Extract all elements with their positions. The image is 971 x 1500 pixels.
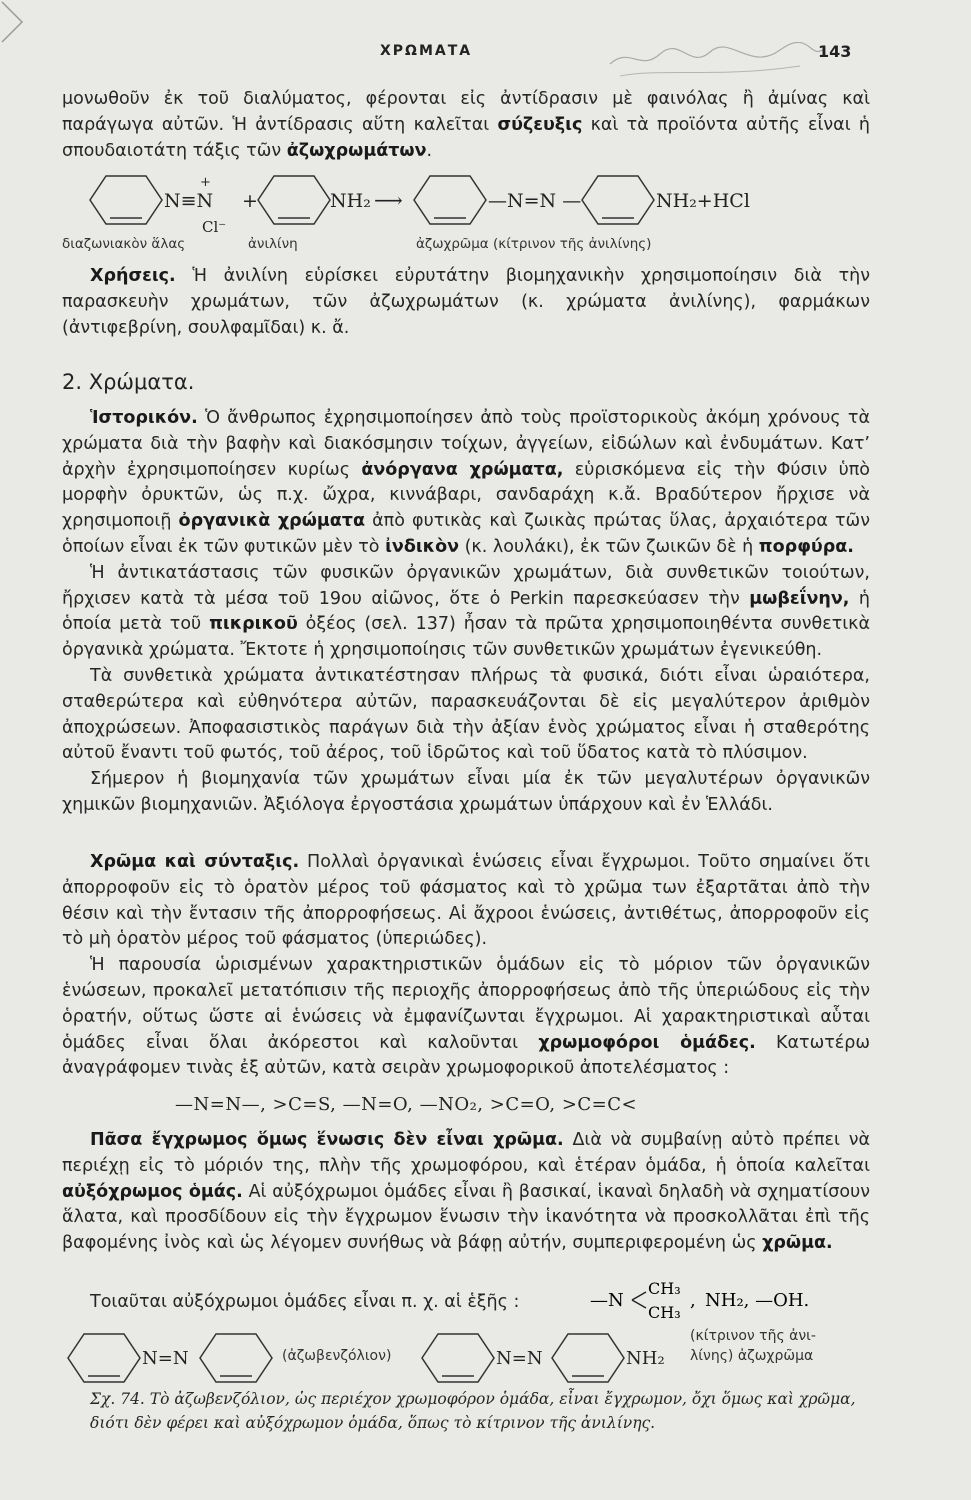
term-picric: πικρικοῦ xyxy=(209,614,298,635)
term-organic: ὀργανικὰ χρώματα xyxy=(178,511,365,532)
chloride-ion: Cl⁻ xyxy=(202,218,227,236)
label-aniline-yellow-2: λίνης) ἀζωχρῶμα xyxy=(690,1348,814,1364)
term-auxochrome: αὐξόχρωμος ὁμάς. xyxy=(62,1181,243,1202)
color-structure-section xyxy=(62,850,870,1082)
history-paragraph-3: Τὰ συνθετικὰ χρώματα ἀντικατέστησαν πλήρως τὰ φυσικά, διότι εἶναι ὡραιότερα, σταθερώτερα καὶ εὐθηνότερα αὐτῶν, παρασκευάζονται δὲ εἰς μεγαλύτερον ἀριθμὸν ἀποχρώσεων. Ἀποφασιστικὸς παράγων διὰ τὴν ἀξίαν ἑνὸς χρώματος εἶναι ἡ σταθερότης αὐτοῦ ἔναντι τοῦ φωτός, τοῦ ἀέρος, τοῦ ἱδρῶτος καὶ τοῦ ὕδατος κατὰ τὸ πλύσιμον. xyxy=(62,665,870,764)
history-text-b: εὑρισκόμενα εἰς τὴν Φύσιν ὑπὸ μορφὴν ὀρυκτῶν, ὡς π.χ. ὤχρα, κιννάβαρι, σανδαράχη κ.ἄ. Βραδύτερον ἤρχισε νὰ χρησιμοποιῇ xyxy=(62,459,871,532)
section-title: 2. Χρώματα. xyxy=(62,370,195,394)
aniline-yellow-bridge: N=N xyxy=(496,1348,543,1369)
uses-paragraph xyxy=(62,264,870,341)
positive-charge: + xyxy=(200,175,211,190)
dimethylamino-group xyxy=(590,1276,840,1324)
history-text-d: (κ. λουλάκι), ἐκ τῶν ζωικῶν δὲ ἡ xyxy=(459,536,759,557)
page-number: 143 xyxy=(818,42,852,61)
figure-caption: Σχ. 74. Τὸ ἀζωβενζόλιον, ὡς περιέχον χρωμοφόρον ὁμάδα, εἶναι ἔγχρωμον, ὄχι ὅμως καὶ χρῶμα, διότι δὲν φέρει καὶ αὐξόχρωμον ὁμάδα, ὅπως τὸ κίτρινον τῆς ἀνιλίνης. xyxy=(90,1390,856,1432)
azobenzene-bridge: N=N xyxy=(142,1348,189,1369)
azo-bridge: —N=N — xyxy=(488,190,582,212)
label-aniline: ἀνιλίνη xyxy=(248,236,298,252)
benzene-ring-3 xyxy=(414,176,486,224)
auxochrome-paragraph xyxy=(62,1128,870,1257)
product-tail: NH₂+HCl xyxy=(656,190,750,212)
intro-text-b: καὶ τὰ προϊόντα αὐτῆς εἶναι ἡ σπουδαιοτάτη τάξις τῶν xyxy=(62,114,870,161)
yellow-ring-2 xyxy=(552,1334,624,1382)
page-header xyxy=(0,40,971,66)
auxochrome-example-line xyxy=(62,1290,622,1316)
color-text-2b: Κατωτέρω ἀναγράφομεν τινὰς ἐξ αὐτῶν, κατὰ σειρὰν χρωμοφορικοῦ ἀποτελέσματος : xyxy=(62,1032,870,1079)
svg-text:CH₃: CH₃ xyxy=(648,1279,681,1298)
uses-heading: Χρήσεις. xyxy=(90,266,176,286)
history-text-a: Ὁ ἄνθρωπος ἐχρησιμοποίησεν ἀπὸ τοὺς προϊστορικοὺς ἀκόμη χρόνους τὰ χρώματα διὰ τὴν βαφὴν καὶ διακόσμησιν τοίχων, ἀγγείων, εἰδώλων καὶ ἐνδυμάτων. Κατ’ ἀρχὴν ἐχρησιμοποίησεν κυρίως xyxy=(62,408,870,480)
svg-text:,: , xyxy=(690,1290,696,1311)
reaction-arrow: ⟶ xyxy=(374,188,403,212)
history-paragraph-4: Σήμερον ἡ βιομηχανία τῶν χρωμάτων εἶναι μία ἐκ τῶν μεγαλυτέρων ὀργανικῶν χημικῶν βιομηχανιῶν. Ἀξιόλογα ἐργοστάσια χρωμάτων ὑπάρχουν καὶ ἐν Ἑλλάδι. xyxy=(62,769,870,815)
svg-text:CH₃: CH₃ xyxy=(648,1303,681,1322)
statement-lead: Πᾶσα ἔγχρωμος ὅμως ἕνωσις δὲν εἶναι χρῶμα. xyxy=(90,1130,564,1150)
history-text-g: ὀξέος (σελ. 137) ἦσαν τὰ πρῶτα χρησιμοποιηθέντα συνθετικὰ ὀργανικὰ χρώματα. Ἔκτοτε ἡ χρησιμοποίησις τῶν συνθετικῶν χρωμάτων ἐγενικεύθη. xyxy=(62,614,870,661)
svg-text:—N: —N xyxy=(590,1290,624,1311)
intro-paragraph xyxy=(62,87,870,164)
color-text-3a: Διὰ νὰ συμβαίνῃ αὐτὸ πρέπει νὰ περιέχῃ εἰς τὸ μόριόν της, πλὴν τῆς χρωμοφόρου, καὶ ἑτέραν ὁμάδα, ἡ ὁποία καλεῖται xyxy=(62,1130,870,1176)
color-text-1: Πολλαὶ ὀργανικαὶ ἑνώσεις εἶναι ἔγχρωμοι. Τοῦτο σημαίνει ὅτι ἀπορροφοῦν εἰς τὸ ὁρατὸν μέρος τοῦ φάσματος καὶ τὸ χρῶμα των ἐξαρτᾶται ἀπὸ τὴν θέσιν καὶ τὴν ἔντασιν τῆς ἀπορροφήσεως. Αἱ ἄχροοι ἑνώσεις, ἀντιθέτως, ἀπορροφοῦν εἰς τὸ μὴ ὁρατὸν μέρος τοῦ φάσματος (ὑπεριώδες). xyxy=(62,852,870,950)
history-text-c: ἀπὸ φυτικὰς καὶ ζωικὰς πρώτας ὕλας, ἀρχαιότερα τῶν ὁποίων εἶναι ἐκ τῶν φυτικῶν μὲν τὸ xyxy=(62,511,870,557)
benzene-ring-1 xyxy=(90,176,162,224)
label-aniline-yellow-1: (κίτρινον τῆς ἀνι- xyxy=(690,1328,816,1344)
aniline-yellow-amine: NH₂ xyxy=(626,1348,665,1369)
amine-group: NH₂ xyxy=(330,190,371,212)
color-text-3b: Αἱ αὐξόχρωμοι ὁμάδες εἶναι ἢ βασικαί, ἱκαναὶ δηλαδὴ νὰ σχηματίσουν ἅλατα, καὶ προσδίδουν εἰς τὴν ἔγχρωμον ἕνωσιν τὴν ἱκανότητα νὰ προσκολλᾶται ἐπὶ τῆς βαφομένης ἰνὸς καὶ ὡς λέγομεν συνήθως νὰ βάφῃ αὐτήν, συμπεριφερομένη ὡς xyxy=(62,1181,870,1254)
yellow-ring-1 xyxy=(422,1334,494,1382)
term-mauveine: μωβεΐνην, xyxy=(749,588,850,609)
chromophore-list: —N=N—, >C=S, —N=O, —NO₂, >C=O, >C=C< xyxy=(175,1094,638,1115)
auxochrome-intro: Τοιαῦται αὐξόχρωμοι ὁμάδες εἶναι π. χ. αἱ ἑξῆς : xyxy=(90,1292,520,1312)
benzene-ring-4 xyxy=(582,176,654,224)
uses-text: Ἡ ἀνιλίνη εὑρίσκει εὐρυτάτην βιομηχανικὴν χρησιμοποίησιν διὰ τὴν παρασκευὴν χρωμάτων, τῶν ἀζωχρωμάτων (κ. χρώματα ἀνιλίνης), φαρμάκων (ἀντιφεβρίνη, σουλφαμῖδαι) κ. ἄ. xyxy=(62,266,870,338)
term-azo-dyes: ἀζωχρωμάτων xyxy=(286,140,427,161)
azobenzene-ring-2 xyxy=(200,1334,272,1382)
term-indigo: ἰνδικὸν xyxy=(385,536,460,557)
label-azo-product: ἀζωχρῶμα (κίτρινον τῆς ἀνιλίνης) xyxy=(416,236,652,252)
label-azobenzene: (ἀζωβενζόλιον) xyxy=(282,1348,392,1364)
history-section xyxy=(62,406,870,819)
reaction-structures xyxy=(62,172,882,238)
handwritten-annotation xyxy=(600,42,830,82)
plus-sign: + xyxy=(242,190,258,212)
history-text-f: ἡ ὁποία μετὰ τοῦ xyxy=(62,588,871,635)
term-chromophore: χρωμοφόροι ὁμάδες. xyxy=(538,1032,756,1053)
running-head: ΧΡΩΜΑΤΑ xyxy=(380,43,473,59)
figure-74 xyxy=(62,1330,882,1386)
auxochrome-groups: NH₂, —OH. xyxy=(705,1290,810,1311)
history-text-e: Ἡ ἀντικατάστασις τῶν φυσικῶν ὀργανικῶν χρωμάτων, διὰ συνθετικῶν τοιούτων, ἤρχισεν κατὰ τὰ μέσα τοῦ 19ου αἰῶνος, ὅτε ὁ Perkin παρεσκεύασεν τὴν xyxy=(62,562,870,609)
history-heading: Ἱστορικόν. xyxy=(90,408,198,428)
azobenzene-ring-1 xyxy=(68,1334,140,1382)
color-text-2a: Ἡ παρουσία ὡρισμένων χαρακτηριστικῶν ὁμάδων εἰς τὸ μόριον τῶν ὀργανικῶν ἑνώσεων, προκαλεῖ μετατόπισιν τῆς περιοχῆς ἀπορροφήσεως ἀπὸ τῆς ὑπεριώδους εἰς τὴν ὁρατήν, οὕτως ὥστε αἱ ἑνώσεις νὰ ἐμφανίζωνται ἔγχρωμοι. Αἱ χαρακτηριστικαὶ αὗται ὁμάδες εἶναι ὅλαι ἀκόρεστοι καὶ καλοῦνται xyxy=(62,955,870,1053)
label-diazonium-salt: διαζωνιακὸν ἅλας xyxy=(62,236,186,252)
diazo-group: N≡N xyxy=(164,190,214,212)
term-purple: πορφύρα. xyxy=(758,536,854,557)
benzene-ring-2 xyxy=(258,176,330,224)
color-heading: Χρῶμα καὶ σύνταξις. xyxy=(90,852,300,872)
term-coupling: σύζευξις xyxy=(497,114,583,135)
intro-text-c: . xyxy=(426,140,433,161)
reaction-scheme xyxy=(62,172,882,262)
term-inorganic: ἀνόργανα χρώματα, xyxy=(361,459,564,480)
intro-text-a: μονωθοῦν ἐκ τοῦ διαλύματος, φέρονται εἰς ἀντίδρασιν μὲ φαινόλας ἢ ἀμίνας καὶ παράγωγα αὐτῶν. Ἡ ἀντίδρασις αὕτη καλεῖται xyxy=(62,89,870,135)
term-dye: χρῶμα. xyxy=(762,1233,833,1254)
